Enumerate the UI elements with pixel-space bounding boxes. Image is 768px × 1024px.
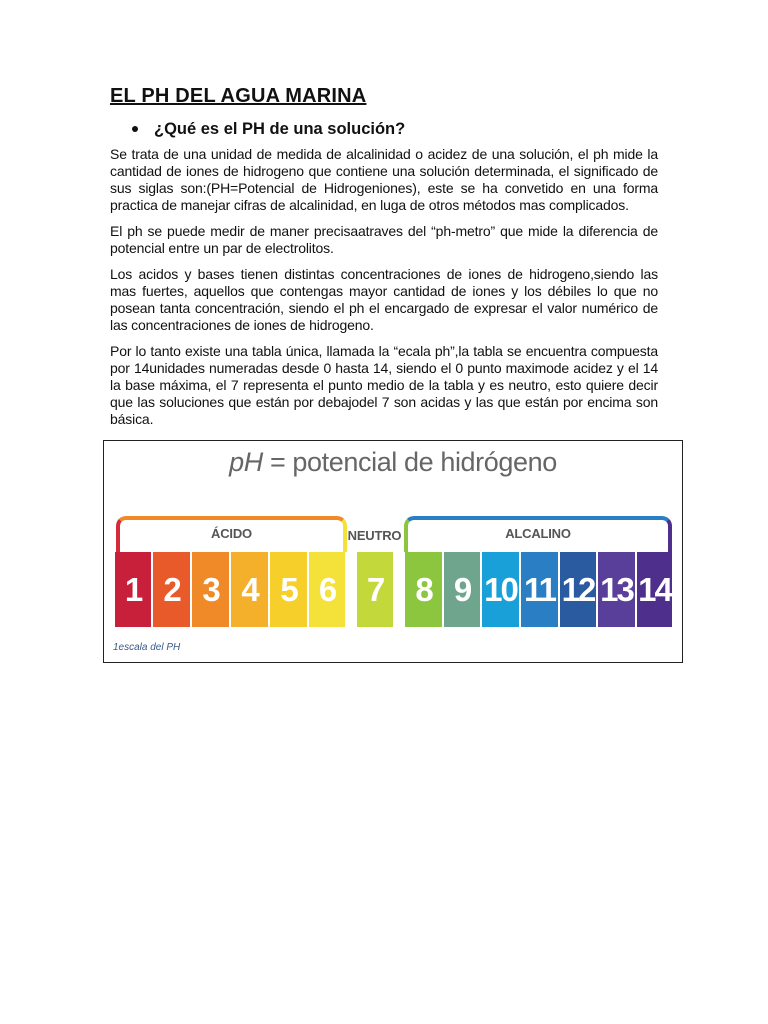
document-title: EL PH DEL AGUA MARINA xyxy=(110,85,367,107)
ph-cell-8: 8 xyxy=(405,552,442,627)
figure-title-rest: = potencial de hidrógeno xyxy=(262,447,557,477)
document-body xyxy=(110,84,658,428)
section-heading xyxy=(132,118,658,140)
acid-label: ÁCIDO xyxy=(211,526,252,541)
bullet-icon xyxy=(132,126,138,132)
ph-scale-figure xyxy=(103,440,683,663)
paragraph: El ph se puede medir de maner precisaatraves del “ph-metro” que mide la diferencia de potencial entre un par de electrolitos. xyxy=(110,223,658,256)
figure-title-ph: pH xyxy=(229,447,263,477)
ph-cell-5: 5 xyxy=(270,552,307,627)
ph-cell-11: 11 xyxy=(521,552,558,627)
figure-caption: 1escala del PH xyxy=(113,642,181,653)
section-heading-text: ¿Qué es el PH de una solución? xyxy=(154,120,406,138)
neutral-label: NEUTRO xyxy=(347,528,402,543)
ph-cell-1: 1 xyxy=(115,552,151,627)
ph-cell-13: 13 xyxy=(598,552,635,627)
ph-cell-9: 9 xyxy=(444,552,480,627)
paragraph: Los acidos y bases tienen distintas concentraciones de iones de hidrogeno,siendo las mas fuertes, aquellos que contengas mayor cantidad de iones y los débiles lo que no posean tanta concentración, siendo el ph el encargado de expresar el valor numérico de las concentraciones de iones de hidrogeno. xyxy=(110,266,658,333)
paragraph: Por lo tanto existe una tabla única, llamada la “ecala ph”,la tabla se encuentra compuesta por 14unidades numeradas desde 0 hasta 14, siendo el 0 punto maximode acidez y el 14 la base máxima, el 7 representa el punto medio de la tabla y es neutro, esto quiere decir que las soluciones que están por debajodel 7 son acidas y las que están por encima son básica. xyxy=(110,343,658,427)
alkaline-label: ALCALINO xyxy=(505,526,571,541)
paragraph: Se trata de una unidad de medida de alcalinidad o acidez de una solución, el ph mide la cantidad de iones de hidrogeno que contiene una solución determinada, el significado de sus siglas son:(PH=Potencial de Hidrogeniones), este se ha convetido en una forma practica de manejar cifras de alcalinidad, en luga de otros métodos mas complicados. xyxy=(110,146,658,213)
ph-cell-14: 14 xyxy=(637,552,672,627)
ph-cell-10: 10 xyxy=(482,552,519,627)
ph-cell-7: 7 xyxy=(357,552,393,627)
figure-title xyxy=(104,447,682,478)
ph-cell-6: 6 xyxy=(309,552,345,627)
ph-cell-12: 12 xyxy=(560,552,596,627)
ph-cell-4: 4 xyxy=(231,552,268,627)
ph-cell-2: 2 xyxy=(153,552,190,627)
ph-cell-3: 3 xyxy=(192,552,229,627)
